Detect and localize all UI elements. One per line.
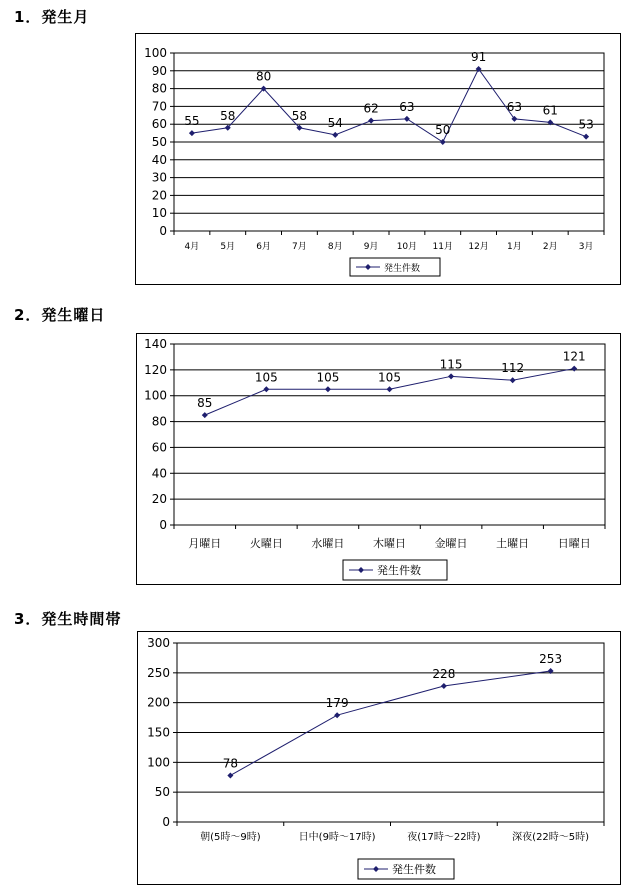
x-tick-label: 土曜日 <box>496 537 530 550</box>
data-label: 112 <box>501 361 525 376</box>
x-tick-label: 1月 <box>507 242 522 252</box>
legend-label: 発生件数 <box>384 264 421 274</box>
legend <box>350 258 440 276</box>
data-label: 105 <box>378 370 401 385</box>
x-tick-label: 9月 <box>363 242 379 252</box>
y-tick-label: 0 <box>159 518 167 532</box>
y-tick-label: 60 <box>151 117 167 132</box>
data-label: 55 <box>184 114 200 129</box>
y-tick-label: 60 <box>151 440 167 455</box>
y-tick-label: 150 <box>147 725 170 740</box>
y-tick-label: 70 <box>151 99 167 114</box>
data-label: 85 <box>197 396 213 411</box>
data-label: 78 <box>222 756 239 771</box>
x-tick-label: 水曜日 <box>311 537 345 550</box>
chart-month-svg <box>136 34 620 284</box>
chart-month <box>135 33 621 285</box>
section-title-timeband: 3．発生時間帯 <box>14 610 122 628</box>
y-tick-label: 250 <box>147 665 170 680</box>
y-tick-label: 0 <box>159 224 167 238</box>
x-tick-label: 11月 <box>432 242 453 252</box>
section-title-month: 1．発生月 <box>14 8 90 26</box>
x-tick-label: 10月 <box>396 242 418 252</box>
data-label: 121 <box>562 349 586 364</box>
x-tick-label: 火曜日 <box>249 537 283 550</box>
data-label: 80 <box>255 69 272 84</box>
chart-weekday <box>136 333 621 585</box>
data-label: 105 <box>316 370 340 385</box>
data-label: 58 <box>291 108 308 123</box>
data-label: 54 <box>327 115 343 130</box>
y-tick-label: 100 <box>144 46 167 60</box>
data-label: 115 <box>439 357 463 372</box>
data-label: 53 <box>578 117 594 132</box>
y-tick-label: 50 <box>151 135 167 149</box>
x-tick-label: 7月 <box>292 242 307 252</box>
data-label: 63 <box>506 99 523 114</box>
x-tick-label: 日中(9時～17時) <box>298 832 376 843</box>
y-tick-label: 120 <box>144 362 167 377</box>
data-label: 62 <box>363 101 379 116</box>
x-tick-label: 3月 <box>578 242 594 252</box>
chart-timeband-svg <box>138 632 620 884</box>
y-tick-label: 20 <box>151 492 167 507</box>
y-tick-label: 0 <box>162 815 170 829</box>
x-tick-label: 朝(5時～9時) <box>200 832 261 843</box>
x-tick-label: 6月 <box>256 242 271 252</box>
data-label: 91 <box>470 50 487 65</box>
x-tick-label: 深夜(22時～5時) <box>512 832 590 843</box>
data-label: 228 <box>432 666 456 681</box>
x-tick-label: 12月 <box>468 242 489 252</box>
y-tick-label: 80 <box>151 81 167 96</box>
data-label: 58 <box>220 108 236 123</box>
y-tick-label: 10 <box>151 206 167 221</box>
x-tick-label: 金曜日 <box>434 537 468 550</box>
y-tick-label: 40 <box>151 152 167 167</box>
y-tick-label: 300 <box>147 636 170 650</box>
data-label: 105 <box>254 370 278 385</box>
y-tick-label: 100 <box>147 755 170 770</box>
y-tick-label: 20 <box>151 188 167 203</box>
legend-label: 発生件数 <box>377 564 421 577</box>
data-label: 253 <box>539 652 563 667</box>
data-label: 61 <box>542 103 558 118</box>
x-tick-label: 木曜日 <box>373 537 406 550</box>
x-tick-label: 4月 <box>184 242 200 252</box>
data-label: 50 <box>435 123 451 137</box>
x-tick-label: 夜(17時～22時) <box>407 832 481 843</box>
x-tick-label: 日曜日 <box>557 537 591 550</box>
legend <box>343 560 447 580</box>
x-tick-label: 5月 <box>220 242 236 252</box>
x-tick-label: 月曜日 <box>188 537 222 550</box>
legend <box>358 859 454 879</box>
section-title-weekday: 2．発生曜日 <box>14 306 106 324</box>
y-tick-label: 50 <box>154 785 170 800</box>
y-tick-label: 30 <box>151 170 167 185</box>
y-tick-label: 80 <box>151 414 167 429</box>
data-label: 179 <box>325 696 349 711</box>
y-tick-label: 40 <box>151 466 167 481</box>
x-tick-label: 8月 <box>327 242 343 252</box>
y-tick-label: 200 <box>147 695 170 710</box>
y-tick-label: 100 <box>144 388 167 403</box>
y-tick-label: 90 <box>151 63 167 78</box>
chart-timeband <box>137 631 621 885</box>
y-tick-label: 140 <box>144 337 167 351</box>
data-label: 63 <box>399 99 415 114</box>
legend-label: 発生件数 <box>392 863 436 876</box>
x-tick-label: 2月 <box>542 242 558 252</box>
chart-weekday-svg <box>137 334 620 584</box>
